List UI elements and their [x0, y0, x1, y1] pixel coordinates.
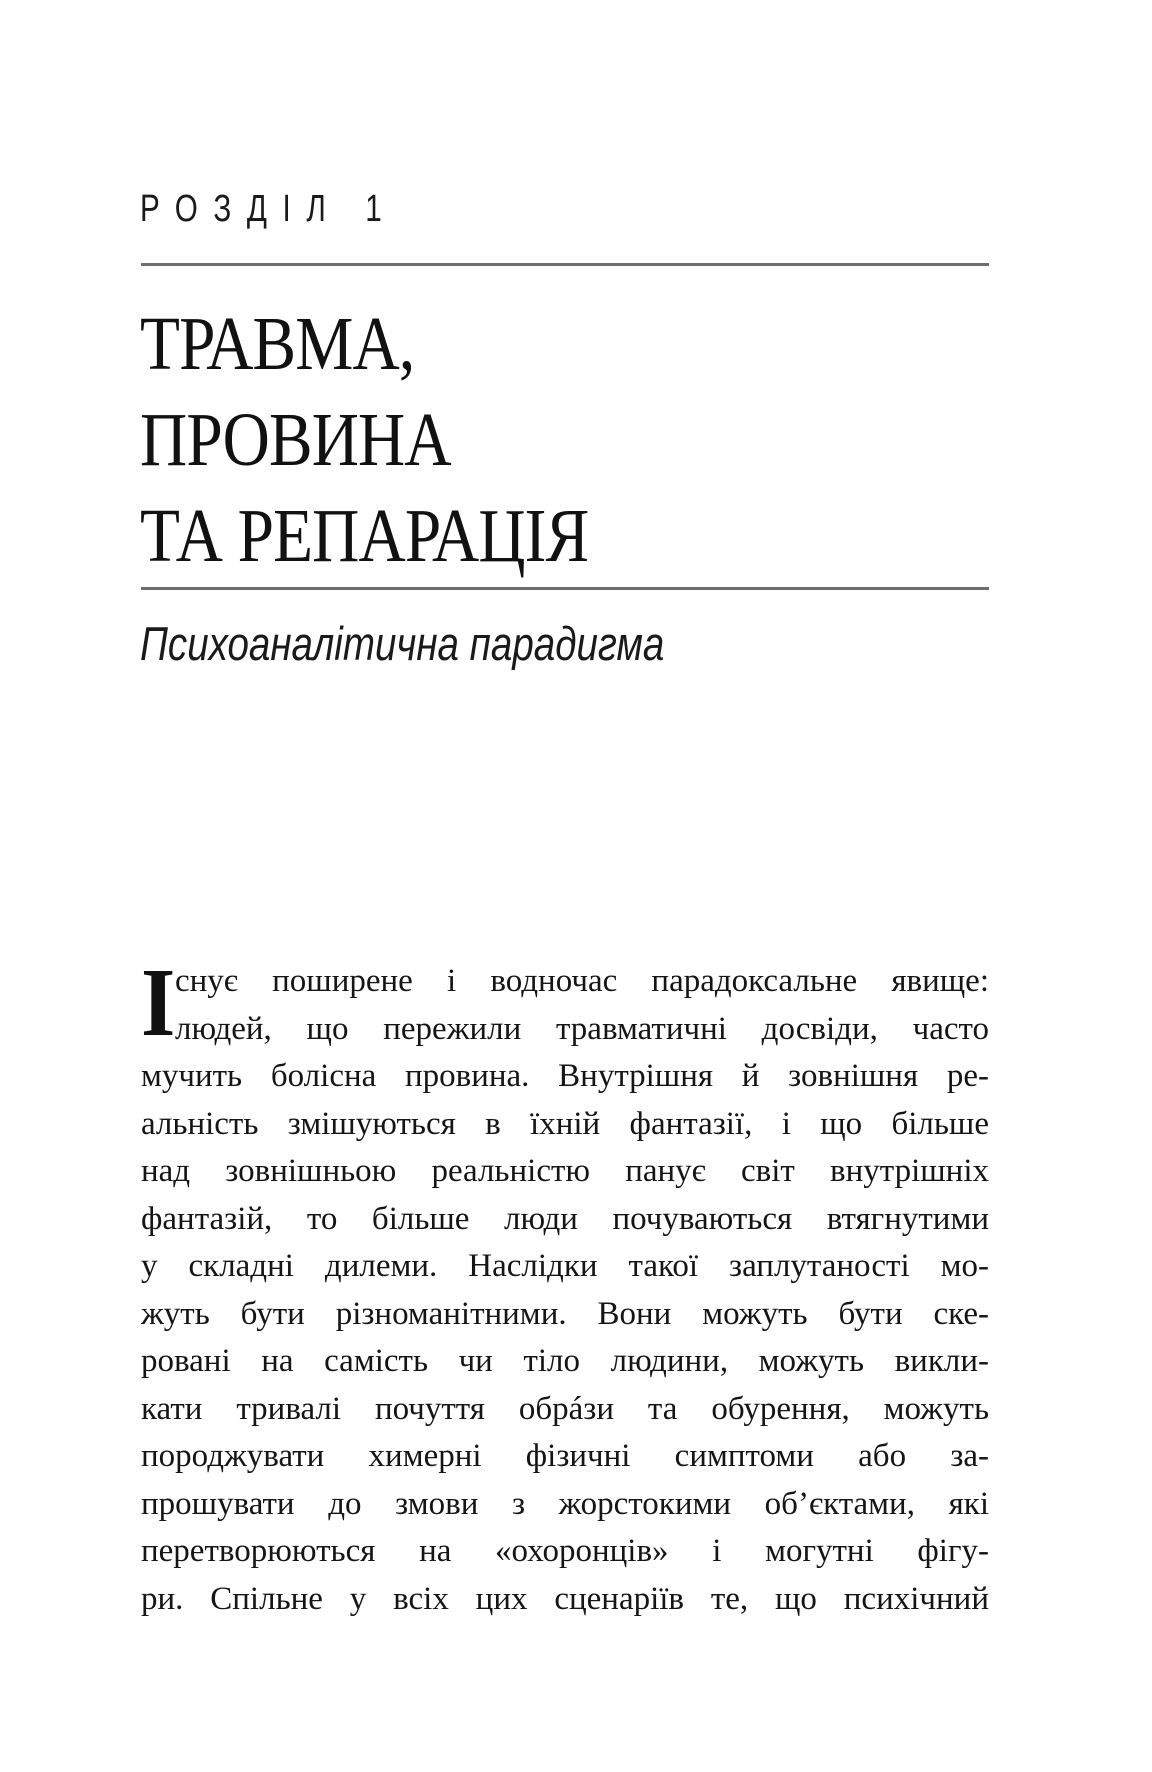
- chapter-title-line-2: ПРОВИНА: [140, 398, 451, 482]
- body-line: мучить болісна провина. Внутрішня й зовнішня ре-: [141, 1058, 989, 1094]
- body-paragraph: [141, 949, 989, 1623]
- body-line: прошувати до змови з жорстокими об’єктами, які: [141, 1485, 989, 1522]
- body-line: породжувати химерні фізичні симптоми або за-: [141, 1438, 989, 1474]
- body-line: над зовнішньою реальністю панує світ внутрішніх: [141, 1153, 989, 1189]
- chapter-title: [140, 296, 588, 584]
- body-line: фантазій, то більше люди почуваються втягнутими: [141, 1200, 989, 1237]
- chapter-title-line-3: ТА РЕПАРАЦІЯ: [140, 494, 589, 578]
- chapter-title-line-1: ТРАВМА,: [140, 302, 415, 386]
- body-line: кати тривалі почуття обрáзи та обурення, можуть: [141, 1390, 989, 1427]
- body-line: ри. Спільне у всіх цих сценаріїв те, що психічний: [141, 1580, 989, 1617]
- drop-cap: І: [141, 949, 176, 1057]
- body-line: альність змішуються в їхній фантазії, і що більше: [141, 1105, 989, 1142]
- body-line: ровані на самість чи тіло людини, можуть викли-: [141, 1343, 989, 1379]
- bottom-divider: [141, 587, 989, 590]
- body-line: у складні дилеми. Наслідки такої заплутаності мо-: [141, 1248, 989, 1284]
- chapter-label: РОЗДІЛ 1: [140, 188, 398, 230]
- chapter-subtitle: Психоаналітична парадигма: [140, 617, 665, 670]
- body-line: людей, що пережили травматичні досвіди, часто: [175, 1010, 989, 1047]
- body-line: жуть бути різноманітними. Вони можуть бути ске-: [141, 1295, 989, 1332]
- body-line: снує поширене і водночас парадоксальне явище:: [175, 963, 989, 999]
- body-line: перетворюються на «охоронців» і могутні фігу-: [141, 1533, 989, 1569]
- top-divider: [141, 263, 989, 266]
